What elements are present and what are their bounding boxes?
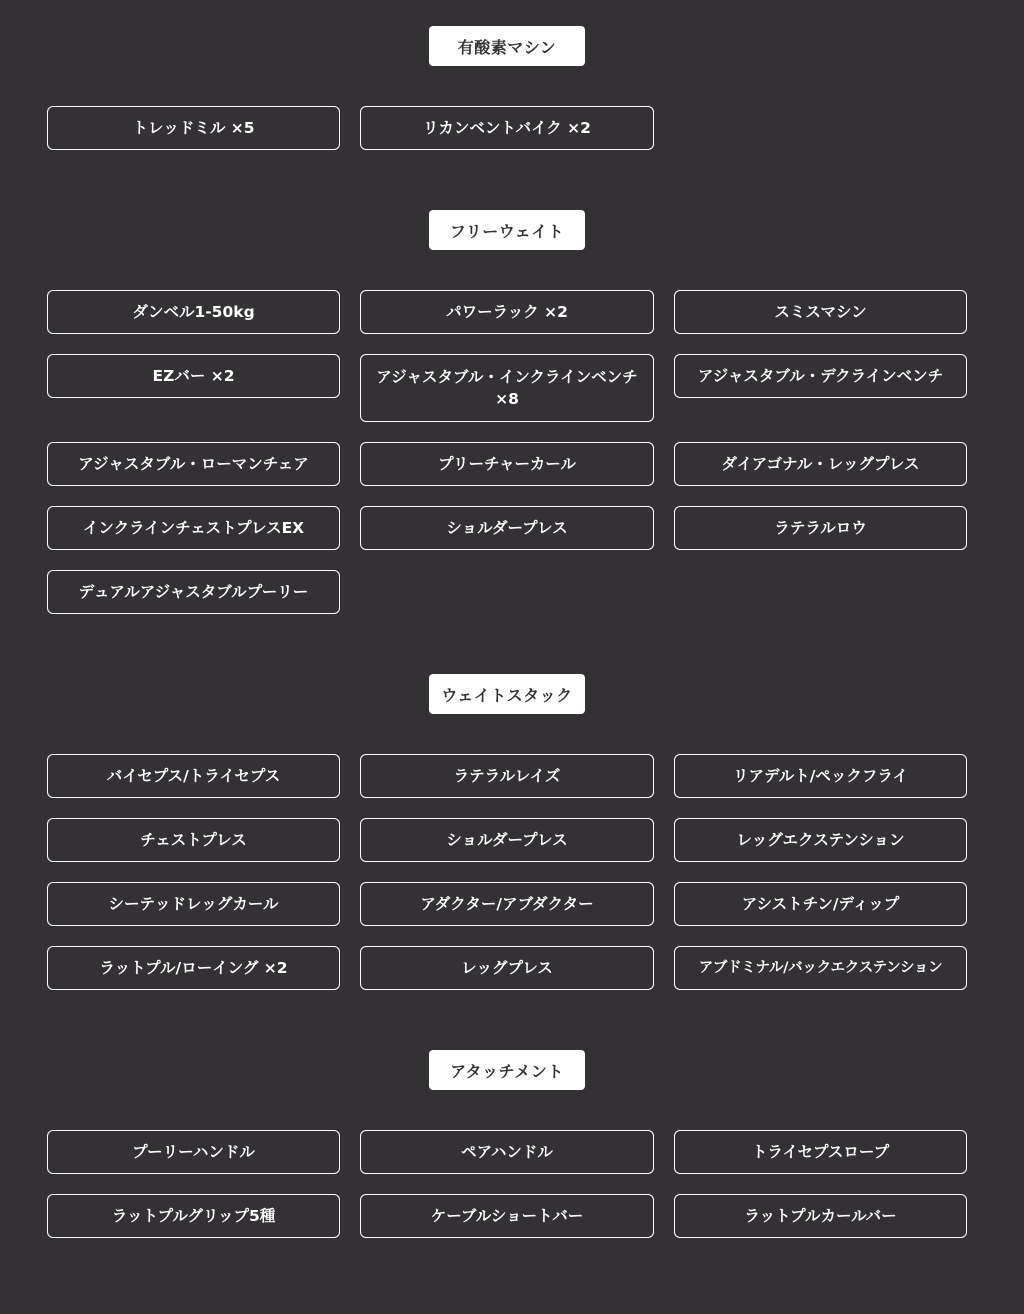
- equipment-item: ラットプルグリップ5種: [47, 1194, 340, 1238]
- section-title-weight-stack: ウェイトスタック: [429, 674, 585, 714]
- free-weight-grid: [47, 290, 967, 614]
- equipment-item: トライセプスロープ: [674, 1130, 967, 1174]
- equipment-item: ショルダープレス: [360, 506, 654, 550]
- cardio-grid: [47, 106, 967, 150]
- equipment-item: ラテラルロウ: [674, 506, 967, 550]
- equipment-item: ショルダープレス: [360, 818, 654, 862]
- equipment-item: ラットプルカールバー: [674, 1194, 967, 1238]
- equipment-item: アブドミナル/バックエクステンション: [674, 946, 967, 990]
- equipment-item: デュアルアジャスタブルプーリー: [47, 570, 340, 614]
- equipment-item: アダクター/アブダクター: [360, 882, 654, 926]
- equipment-item: アジャスタブル・デクラインベンチ: [674, 354, 967, 398]
- equipment-item: バイセプス/トライセプス: [47, 754, 340, 798]
- equipment-item: リアデルト/ペックフライ: [674, 754, 967, 798]
- equipment-item: プリーチャーカール: [360, 442, 654, 486]
- equipment-item: パワーラック ×2: [360, 290, 654, 334]
- equipment-item: ラットプル/ローイング ×2: [47, 946, 340, 990]
- equipment-item: ダンベル1-50kg: [47, 290, 340, 334]
- equipment-item: インクラインチェストプレスEX: [47, 506, 340, 550]
- weight-stack-grid: [47, 754, 967, 990]
- section-title-free-weight: フリーウェイト: [429, 210, 585, 250]
- equipment-item: レッグエクステンション: [674, 818, 967, 862]
- attachment-grid: [47, 1130, 967, 1238]
- equipment-item: ケーブルショートバー: [360, 1194, 654, 1238]
- equipment-item: シーテッドレッグカール: [47, 882, 340, 926]
- equipment-item: アシストチン/ディップ: [674, 882, 967, 926]
- equipment-item: スミスマシン: [674, 290, 967, 334]
- equipment-item: トレッドミル ×5: [47, 106, 340, 150]
- equipment-item: ペアハンドル: [360, 1130, 654, 1174]
- equipment-item: チェストプレス: [47, 818, 340, 862]
- equipment-item: プーリーハンドル: [47, 1130, 340, 1174]
- equipment-item: アジャスタブル・ローマンチェア: [47, 442, 340, 486]
- equipment-item: レッグプレス: [360, 946, 654, 990]
- section-title-attachment: アタッチメント: [429, 1050, 585, 1090]
- equipment-item: リカンベントバイク ×2: [360, 106, 654, 150]
- equipment-item: ダイアゴナル・レッグプレス: [674, 442, 967, 486]
- equipment-item: アジャスタブル・インクラインベンチ ×8: [360, 354, 654, 422]
- equipment-item: EZバー ×2: [47, 354, 340, 398]
- equipment-item: ラテラルレイズ: [360, 754, 654, 798]
- section-title-cardio: 有酸素マシン: [429, 26, 585, 66]
